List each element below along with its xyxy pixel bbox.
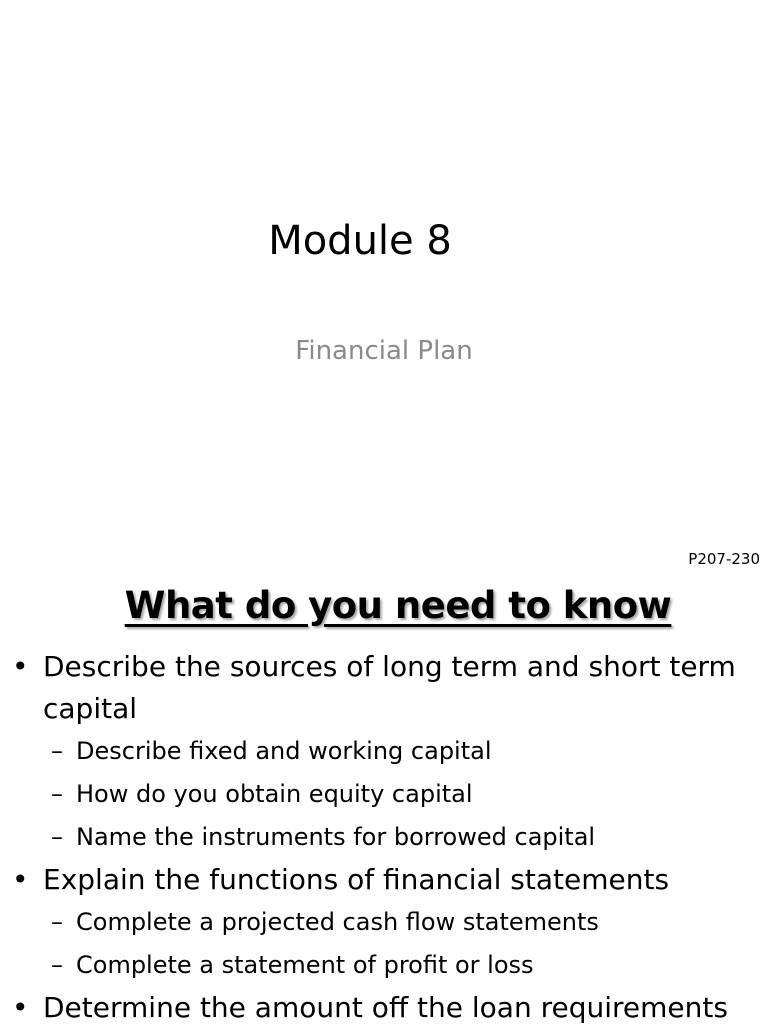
bullet-icon: •: [12, 650, 29, 683]
dash-icon: –: [51, 823, 63, 851]
bullet-icon: •: [12, 991, 29, 1024]
dash-icon: –: [51, 780, 63, 808]
content-slide-title: What do you need to know: [124, 584, 672, 627]
slide-subtitle: Financial Plan: [295, 336, 473, 366]
sub-bullet-item: [0, 773, 768, 816]
sub-bullet-text: Complete a projected cash flow statements: [76, 908, 599, 936]
dash-icon: –: [51, 908, 63, 936]
dash-icon: –: [51, 951, 63, 979]
bullet-item-loan-requirements: [0, 987, 768, 1024]
sub-bullet-text: Complete a statement of profit or loss: [76, 951, 534, 979]
sub-bullet-text: Name the instruments for borrowed capital: [76, 823, 596, 851]
content-slide: [0, 576, 768, 1024]
dash-icon: –: [51, 737, 63, 765]
sub-bullet-text: How do you obtain equity capital: [76, 780, 473, 808]
slide-title: Module 8: [268, 218, 452, 264]
sub-bullet-item: [0, 816, 768, 859]
sub-bullet-item: [0, 730, 768, 773]
bullet-list: [0, 646, 768, 1024]
bullet-text: Explain the functions of financial statements: [43, 863, 670, 896]
bullet-item-financial-statements: [0, 859, 768, 901]
bullet-icon: •: [12, 863, 29, 896]
sub-bullet-text: Describe fixed and working capital: [76, 737, 492, 765]
bullet-text: Describe the sources of long term and short term capital: [43, 650, 736, 725]
sub-bullet-item: [0, 901, 768, 944]
bullet-item-capital-sources: [0, 646, 768, 730]
bullet-text: Determine the amount off the loan requirements: [43, 991, 728, 1024]
sub-bullet-item: [0, 944, 768, 987]
page-reference: P207-230: [688, 550, 760, 568]
